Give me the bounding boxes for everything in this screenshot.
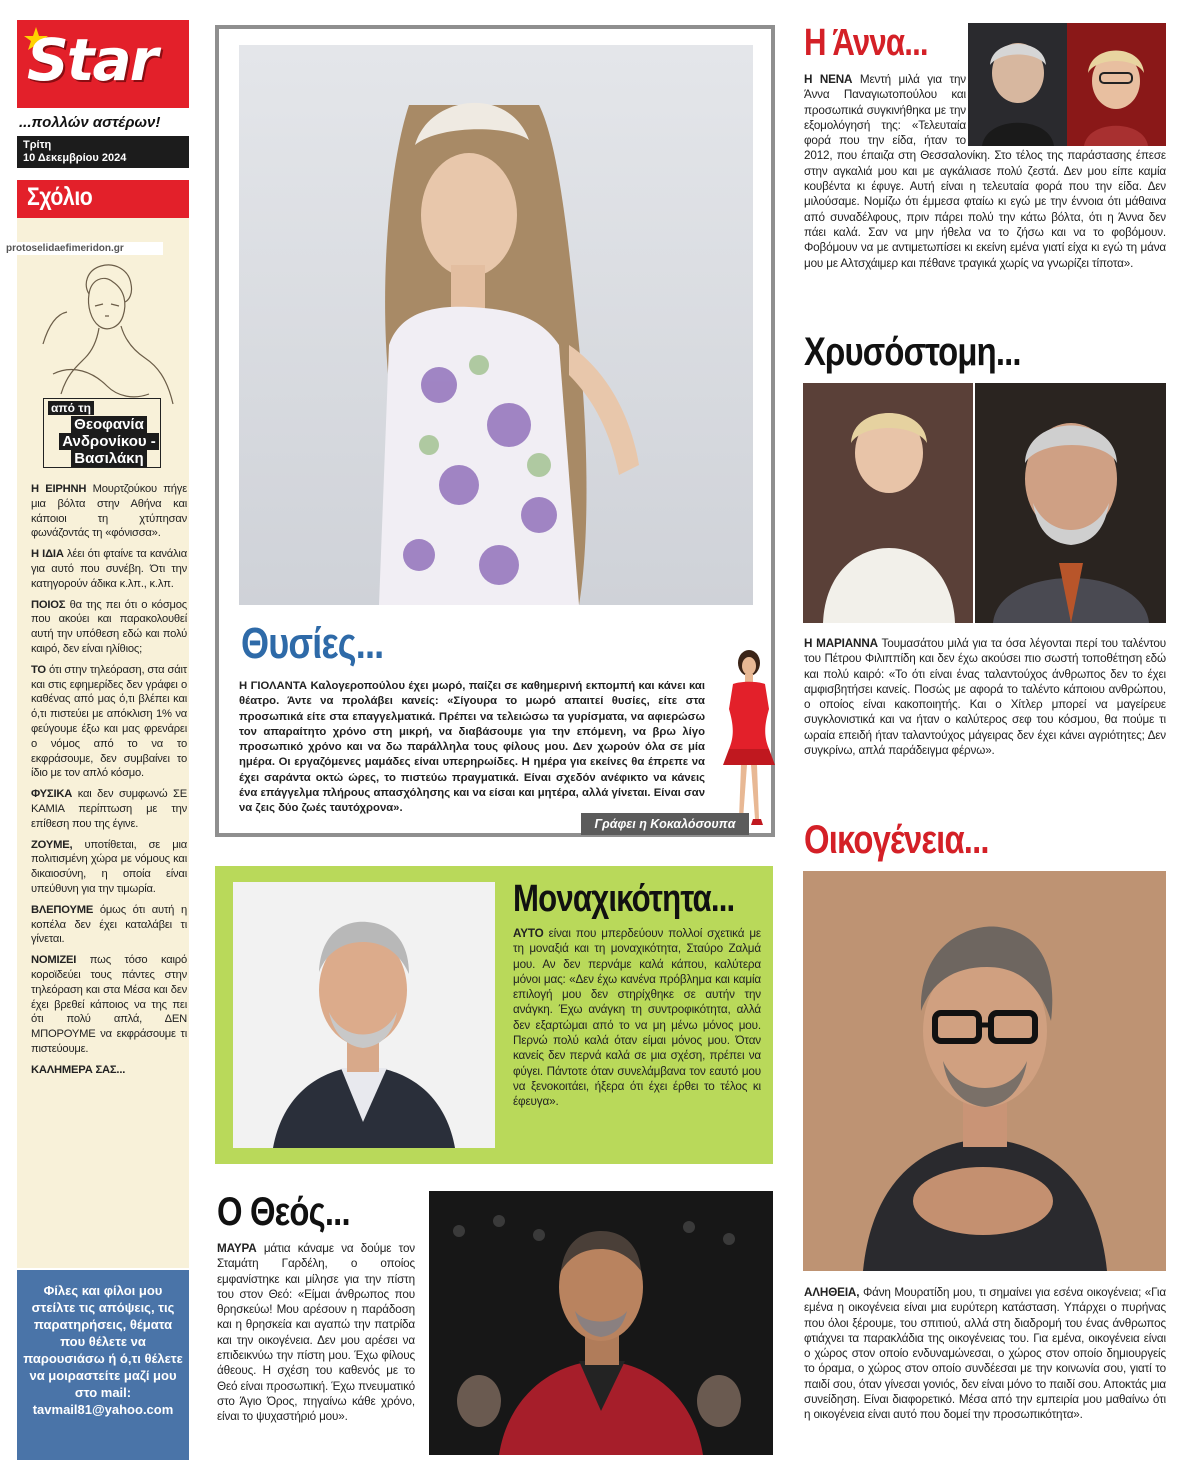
body-thysies (239, 679, 705, 817)
author-name: Θεοφανία Ανδρονίκου - Βασιλάκη (43, 416, 175, 467)
text-anna: Μεντή μιλά για την Άννα Παναγιωτοπούλου και προσωπικά συγκινήθηκα με την εξομολόγησή της: «Τελευταία φορά που την είδα, ήταν το 2012, που έπαιζα στη Θεσσαλονίκη. Στο τέλος της παράστασης έπεσε στην αγκαλιά μου και με αγκάλιασε πολύ ζεστά. Δεν μου είπε καμία κουβέντα κι έφυγε. Αυτή είναι η τελευταία φορά που την είδα. Δεν μιλούσαμε. Νομίζω ότι έμμεσα φταίω κι εγώ με την έννοια ότι μάθαινα από συναδέλφους, πριν πάρει πολύ την κάτω βόλτα, ότι η Άννα δεν πάει καλά. Σαν να μην ήθελα να το ζήσω και να το φοβόμουν. Φοβόμουν να με αντιμετωπίσει κι εκείνη εμένα γιατί είχα κι εγώ τη μάνα μου με Αλτσχάιμερ και πέθανε τραγικά χωρίς να γνωρίζει τίποτα». (804, 73, 1166, 270)
headline-anna: Η Άννα... (804, 22, 928, 64)
column-paragraph-text: λέει ότι φταίνε τα κανάλια για αυτό που συνέβη. Ότι την κατηγορούν άδικα κ.λπ., κ.λπ. (31, 548, 187, 590)
author-prefix: από τη (48, 401, 94, 415)
tagline: ...πολλών αστέρων! (19, 114, 161, 131)
body-anna (804, 72, 1166, 271)
column-paragraph (31, 547, 187, 591)
column-paragraph-lead: ΚΑΛΗΜΕΡΑ ΣΑΣ... (31, 1063, 126, 1076)
photo-marianna-petros (803, 383, 1166, 623)
column-label: Σχόλιο (17, 180, 189, 218)
date-box (17, 136, 189, 168)
caricature-illustration (719, 639, 779, 839)
photo-stavros (233, 882, 495, 1148)
column-paragraph-text: υποτίθεται, σε μια πολιτισμένη χώρα με νόμους και δικαιοσύνη, η οποία είναι υπεύθυνη για την τιμωρία. (31, 838, 187, 895)
logo-text: Star (27, 26, 157, 94)
column-paragraph (31, 953, 187, 1057)
star-logo[interactable] (17, 20, 189, 108)
body-chrysostomi (804, 636, 1166, 758)
column-paragraph-text: όμως ότι αυτή η κοπέλα δεν έχει καταλάβει τι γίνεται. (31, 903, 187, 946)
issue-date: 10 Δεκεμβρίου 2024 (23, 152, 127, 164)
column-paragraph-lead: ΠΟΙΟΣ (31, 598, 66, 611)
lead-oikogeneia: ΑΛΗΘΕΙΑ, (804, 1286, 860, 1299)
lead-theos: ΜΑΥΡΑ (217, 1242, 257, 1255)
column-paragraph-text: Μουρτζούκου πήγε μια βόλτα στην Αθήνα και κάποιοι τη χτύπησαν φωνάζοντάς τη «φόνισσα». (31, 483, 187, 540)
photo-fanis (803, 871, 1166, 1271)
article-monaxikotita (215, 866, 773, 1164)
column-paragraph (31, 1063, 187, 1078)
article-thysies (215, 25, 775, 837)
column-paragraph-lead: Η ΕΙΡΗΝΗ (31, 483, 87, 495)
photo-stamatis (429, 1191, 773, 1455)
headline-monaxikotita: Μοναχικότητα... (513, 878, 735, 920)
column-paragraph-lead: ΖΟΥΜΕ, (31, 838, 73, 851)
column-paragraph (31, 903, 187, 947)
text-chrysostomi: Τουμασάτου μιλά για τα όσα λέγονται περί του ταλέντου του Πέτρου Φιλιππίδη και δεν έχω ακούσει πιο σωστή τοποθέτηση εδώ και πολύ καιρό: «Το ότι είναι ένας ταλαντούχος άνθρωπος δεν το έχει αμφισβητήσει κανείς. Ποσώς με αφορά το ταλέντο κάποιου ανθρώπου, ο οποίος είναι κακοποιητής. Και ο Χίτλερ μπορεί να μαγείρευε συγκλονιστικά και να ήταν ο καλύτερος σεφ του κόσμου, θα πούμε τι ωραία επειδή ήταν ταλαντούχος μάγειρας δεν έχει κάνει αγριότητες; Δεν συγκρίνω, απλά παράδειγμα φέρνω». (804, 637, 1166, 758)
text-theos: μάτια κάναμε να δούμε τον Σταμάτη Γαρδέλη, ο οποίος εμφανίστηκε και μίλησε για την πίστη του στον Θεό: «Είμαι άνθρωπος που θρησκεύω! Μου αρέσουν η παράδοση και η θρησκεία και αγαπώ την πατρίδα και την οικογένεια. Δεν μου αρέσει να επιδεικνύω την πίστη μου. Έχω φίλους άθεους. Η σχέση του καθενός με το Θεό είναι προσωπική. Έχω πνευματικό στο Άγιο Όρος, πηγαίνω κάθε χρόνο, είναι το ψυχαστήριό μου». (217, 1242, 415, 1424)
body-oikogeneia (804, 1285, 1166, 1423)
headline-thysies: Θυσίες... (241, 619, 384, 668)
headline-chrysostomi: Χρυσόστομη... (804, 330, 1021, 374)
column-paragraph-text: ότι στην τηλεόραση, στα σάιτ και στις εφημερίδες δεν γράφει ο καθένας από μας ό,τι βλέπει και ό,τι πιστεύει με απόκλιση 1% να φεύγουμε έξω και μας φρενάρει ο νόμος από το να το εκφράσουμε, δεν συμβαίνει το ίδιο με τον απλό κόσμο. (31, 663, 187, 780)
body-monaxikotita (513, 926, 761, 1110)
body-theos (217, 1241, 415, 1425)
site-watermark: protoselidaefimeridon.gr (3, 242, 163, 255)
photo-giolanta (239, 45, 753, 605)
photo-wrap-spacer (966, 72, 1166, 148)
text-thysies: Καλογεροπούλου έχει μωρό, παίζει σε καθημερινή εκπομπή και κάνει και θέατρο. Άντε να προλάβει κανείς: «Σίγουρα το μωρό απαιτεί θυσίες, είτε στα προσωπικά είτε στα επαγγελματικά. Πρέπει να τελειώσω τα γυρίσματα, να αφιερώσω τον απαραίτητο χρόνο στη μικρή, να διαβάσουμε για την επόμενη, να βρω λίγο προσωπικό χρόνο και να δω παράλληλα τους φίλους μου. Δεν χωρούν όλα σε μία ημέρα. Οι εργαζόμενες μαμάδες είναι υπερηρωίδες. Η ημέρα για εκείνες θα έπρεπε να έχει σαράντα οκτώ ώρες, το πιστεύω πραγματικά. Είναι σχεδόν ανέφικτο να κάνεις ένα επάγγελμα πλήρους απασχόλησης και να είσαι και μητέρα, αλλά γίνεται. Είναι σαν να ζεις δύο ζωές ταυτόχρονα». (239, 680, 706, 815)
column-paragraph-lead: ΦΥΣΙΚΑ (31, 788, 73, 801)
column-paragraph (31, 838, 187, 897)
column-paragraph-lead: Η ΙΔΙΑ (31, 548, 64, 561)
lead-chrysostomi: Η ΜΑΡΙΑΝΝΑ (804, 637, 878, 650)
column-paragraph-lead: ΝΟΜΙΖΕΙ (31, 954, 77, 967)
column-paragraph (31, 787, 187, 831)
column-paragraph-lead: ΒΛΕΠΟΥΜΕ (31, 903, 94, 916)
column-paragraph-text: θα της πει ότι ο κόσμος που ακούει και παρακολουθεί αυτή την υπόθεση εδώ και πολύ καιρό, δεν είναι ηλίθιος; (31, 598, 187, 655)
column-paragraph (31, 598, 187, 657)
column-paragraph-lead: ΤΟ (31, 663, 46, 676)
byline: Γράφει η Κοκαλόσουπα (581, 813, 749, 835)
contact-box: Φίλες και φίλοι μου στείλτε τις απόψεις, τις παρατηρήσεις, θέματα που θέλετε να παρουσιάσω ή ό,τι θέλετε να μοιραστείτε μαζί μου στο mail: tavmail81@yahoo.com (17, 1270, 189, 1460)
lead-anna: Η ΝΕΝΑ (804, 73, 853, 86)
column-paragraph-text: πως τόσο καιρό κοροϊδεύει τους πάντες στην τηλεόραση και στα Μέσα και δεν έχει βρεθεί κάποιος να της πει ότι πολύ απλά, ΔΕΝ ΜΠΟΡΟΥΜΕ να εκφράσουμε τι πιστεύουμε. (31, 954, 187, 1055)
text-monaxikotita: είναι που μπερδεύουν πολλοί σχετικά με τη μοναξιά και τη μοναχικότητα, Σταύρο Ζαλμά μου. Αν δεν περνάμε καλά κάπου, καλύτερα μόνοι μας: «Δεν έχω κανένα πρόβλημα και καμία επιλογή μου δεν στηρίχθηκε σε αυτήν την ανάγκη. Έχω ανάγκη τη συντροφικότητα, αλλά δεν εξαρτώμαι από το να μη μένω μόνος μου. Περνώ πολύ καλά όταν είμαι μόνος μου. Όταν κανείς δεν περνά καλά σε μια σχέση, πρέπει να φύγει. Πάντοτε όταν συνελάμβανα τον εαυτό μου να ξενοκοιτάει, ήξερα ότι έχει έρθει το τέλος κι έφευγα». (513, 927, 761, 1109)
column-paragraph (31, 663, 187, 781)
column-paragraph-text: και δεν συμφωνώ ΣΕ ΚΑΜΙΑ περίπτωση με την επίθεση που της έγινε. (31, 788, 187, 830)
issue-day: Τρίτη (23, 139, 52, 151)
column-paragraph (31, 482, 187, 541)
lead-monaxikotita: ΑΥΤΟ (513, 927, 544, 940)
headline-theos: Ο Θεός... (217, 1190, 350, 1234)
headline-oikogeneia: Οικογένεια... (804, 818, 989, 862)
lead-thysies: Η ΓΙΟΛΑΝΤΑ (239, 680, 308, 692)
column-text (31, 482, 187, 1083)
text-oikogeneia: Φάνη Μουρατίδη μου, τι σημαίνει για εσένα οικογένεια; «Για εμένα η οικογένεια είναι μια ευρύτερη κατάσταση. Υπάρχει ο πυρήνας που όλοι ξέρουμε, του σπιτιού, αλλά στη διαδρομή του ένας άνθρωπος φτιάχνει τα παρακλάδια της οικογένειας του. Για εμένα, οικογένεια είναι ο χώρος στον οποίο ενδυναμώνεσαι, ο χώρος στον οποίο δημιουργείς το όραμα, ο χώρος στον οποίο συνδέεσαι με την κοινωνία σου, γιατί το παιδί σου, όταν γίνεσαι γονιός, δεν είναι μόνο το παιδί σου. Αποκτάς μια συνείδηση. Είναι διαφορετικό. Μέσα από την εμπειρία μου μαθαίνω ότι η οικογένεια είναι αυτό που δομεί την προσωπικότητα». (804, 1286, 1166, 1422)
left-column (6, 20, 189, 1460)
